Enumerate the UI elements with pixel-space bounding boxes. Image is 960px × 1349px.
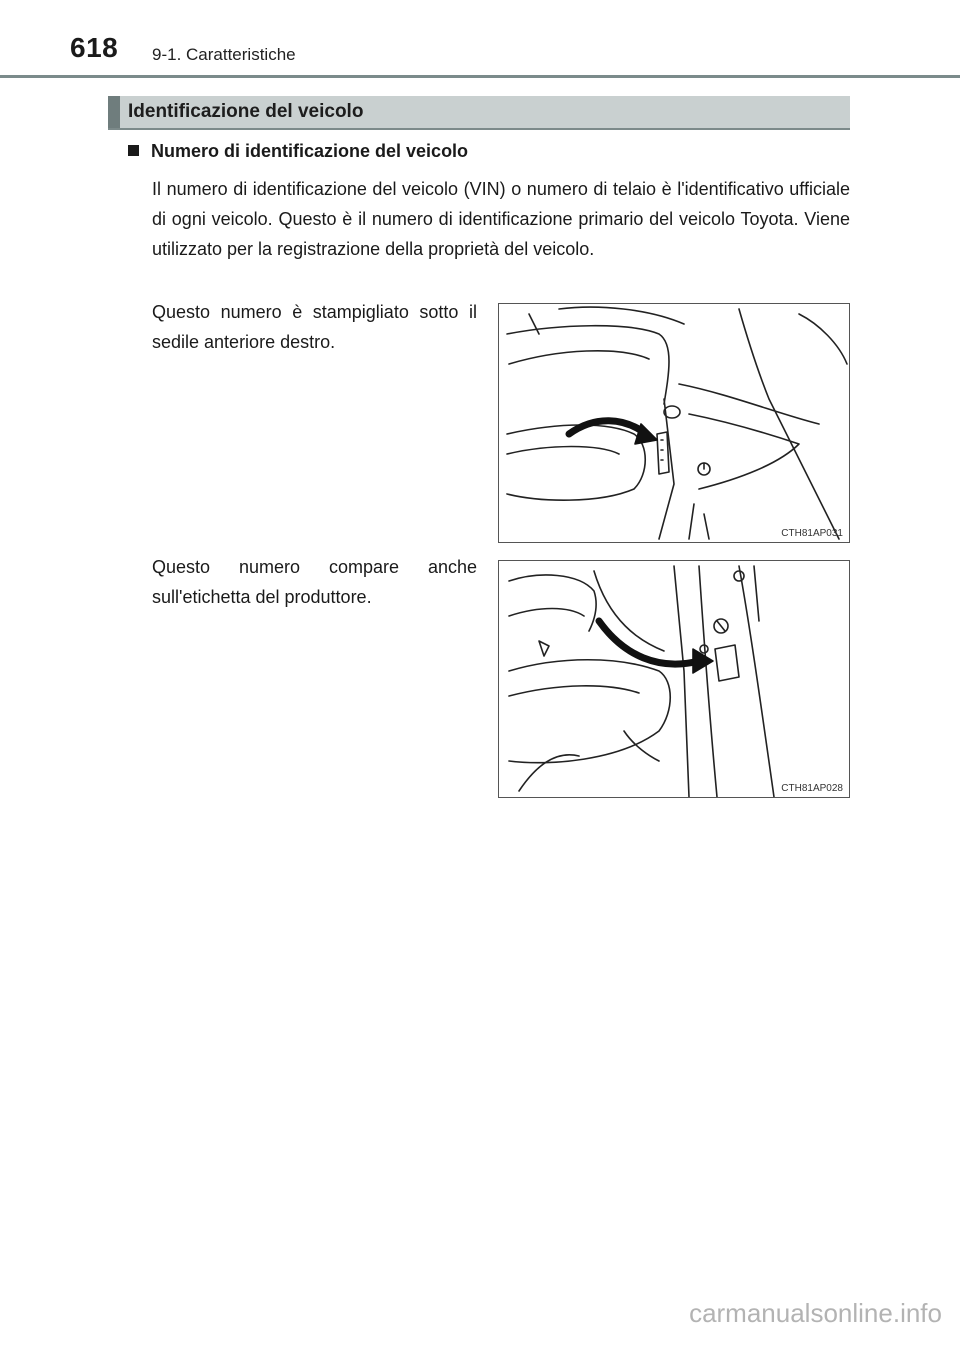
illustration-code: CTH81AP028 xyxy=(781,783,843,794)
section-title-bar xyxy=(108,96,850,130)
seat-location-note: Questo numero è stampigliato sotto il sedile anteriore destro. xyxy=(152,302,477,352)
watermark: carmanualsonline.info xyxy=(689,1298,942,1328)
header-divider xyxy=(0,75,960,78)
label-illustration xyxy=(498,560,850,798)
page-number: 618 xyxy=(70,32,119,63)
illustration-code: CTH81AP031 xyxy=(781,528,843,539)
label-location-note: Questo numero compare anche sull'etichetta del produttore. xyxy=(152,557,477,607)
breadcrumb: 9-1. Caratteristiche xyxy=(152,45,296,64)
subsection-heading xyxy=(128,141,468,162)
square-bullet-icon xyxy=(128,145,139,156)
intro-paragraph: Il numero di identificazione del veicolo (VIN) o numero di telaio è l'identificativo ufficiale di ogni veicolo. Questo è il numero di identificazione primario del veicolo Toyota. Viene utilizzato per la registrazione della proprietà del veicolo. xyxy=(152,179,850,259)
section-title: Identificazione del veicolo xyxy=(128,101,364,122)
section-bar-accent xyxy=(108,96,120,128)
seat-vin-illustration xyxy=(498,303,850,543)
subsection-heading-text: Numero di identificazione del veicolo xyxy=(151,141,469,161)
